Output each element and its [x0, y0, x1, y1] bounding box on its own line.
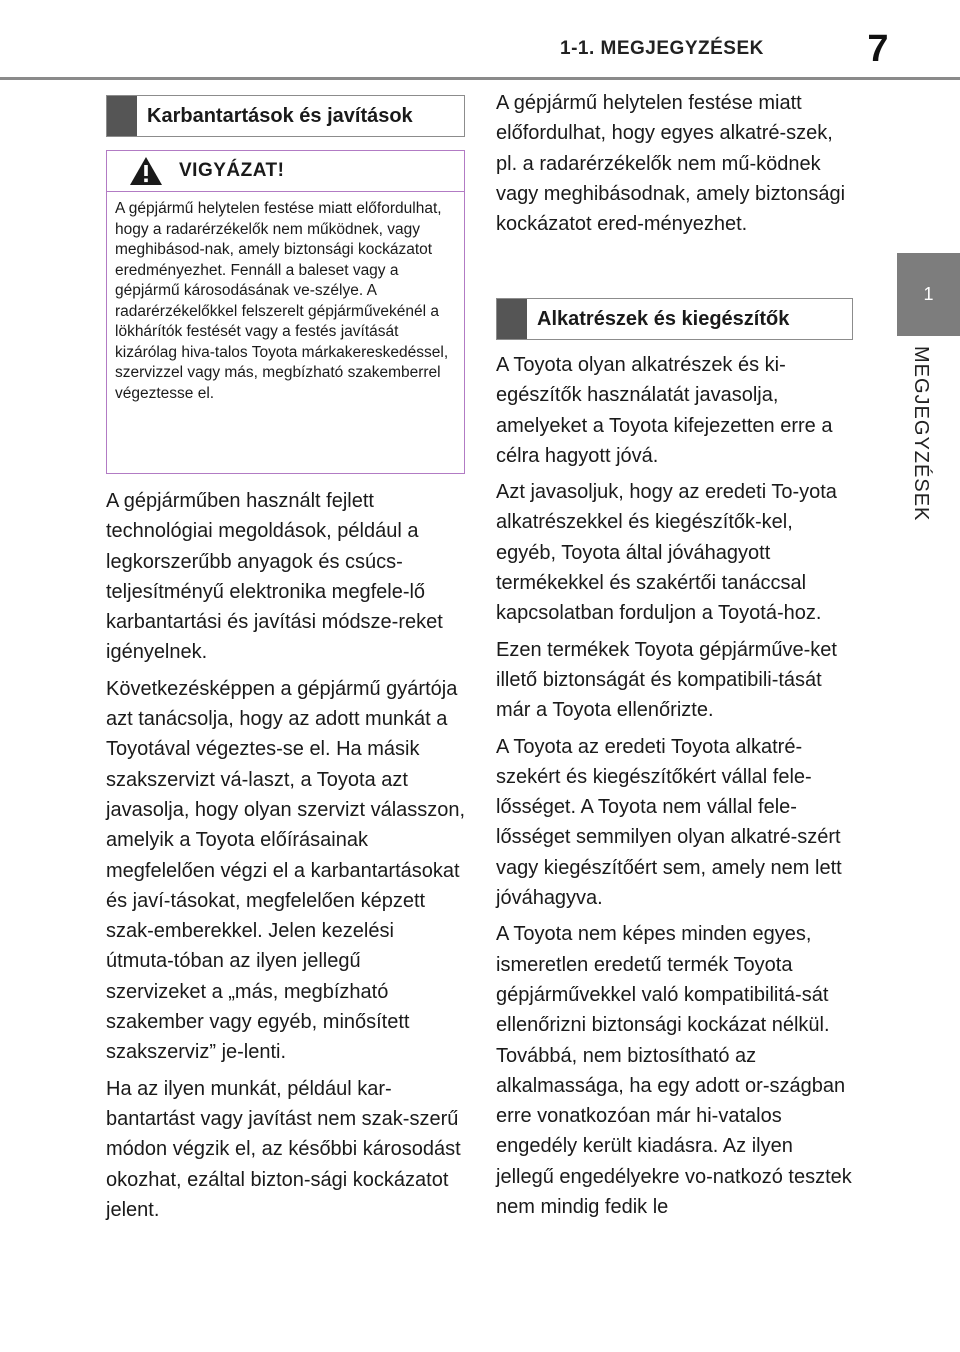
body-paragraph: Ha az ilyen munkát, például kar-bantartást vagy javítást nem szak-szerű módon végzik el, az későbbi károsodást okozhat, ezáltal bizton-sági kockázatot jelent.	[106, 1077, 461, 1221]
warning-header	[107, 151, 464, 192]
body-paragraph: A gépjármű helytelen festése miatt előfordulhat, hogy egyes alkatré-szek, pl. a radarérzékelők nem mű-ködnek vagy meghibásodnak, amely biztonsági kockázatot ered-ményezhet.	[496, 92, 846, 236]
section-header-parts	[496, 298, 853, 340]
chapter-tab	[897, 253, 960, 336]
right-column	[496, 350, 856, 1222]
section-title: Karbantartások és javítások	[147, 104, 413, 127]
warning-text: A gépjármű helytelen festése miatt előfordulhat, hogy a radarérzékelők nem működnek, vagy meghibásod-nak, amely biztonsági kockázatot eredményezhet. Fennáll a baleset vagy a gépjármű károsodásának ve-szélye. A radarérzékelőkkel felszerelt gépjárművekénél a lökhárítók festését vagy a festés javítását kizárólag hiva-talos Toyota márkakereskedéssel, szervizzel vagy más, megbízható szakemberrel végeztesse el.	[115, 200, 449, 402]
body-paragraph: Ezen termékek Toyota gépjárműve-ket illető biztonságát és kompatibili-tását már a Toyota ellenőrizte.	[496, 638, 837, 722]
body-paragraph: A Toyota nem képes minden egyes, ismeretlen eredetű termék Toyota gépjárművekkel való kompatibilitá-sát ellenőrizni biztonsági kockázat nélkül. Továbbá, nem biztosítható az alkalmassága, ha egy adott or-szágban erre vonatkozóan már hi-vatalos engedély került kiadásra. Az ilyen jellegű engedélyekre vo-natkozó tesztek nem mindig fedik le	[496, 923, 852, 1219]
warning-box	[106, 150, 465, 474]
section-title: Alkatrészek és kiegészítők	[537, 307, 790, 330]
warning-triangle-icon	[129, 156, 163, 186]
body-paragraph: Azt javasoljuk, hogy az eredeti To-yota alkatrészekkel és kiegészítők-kel, egyéb, Toyota által jóváhagyott termékekkel és szakértői tanáccsal kapcsolatban forduljon a Toyotá-hoz.	[496, 481, 837, 625]
body-paragraph: A Toyota olyan alkatrészek és ki-egészítők használatát javasolja, amelyeket a Toyota kifejezetten erre a célra hagyott jóvá.	[496, 354, 833, 467]
running-header-title: 1-1. MEGJEGYZÉSEK	[560, 38, 764, 59]
section-header-maintenance	[106, 95, 465, 137]
section-marker	[497, 299, 527, 339]
chapter-side-label: MEGJEGYZÉSEK	[910, 346, 932, 522]
body-paragraph: Következésképpen a gépjármű gyártója azt tanácsolja, hogy az adott munkát a Toyotával végeztes-se el. Ha másik szakszervizt vá-laszt, a Toyota azt javasolja, hogy olyan szervizt válasszon, amelyik a Toyota előírásainak megfelelően végzi el a karbantartásokat és javí-tásokat, megfelelően képzett szak-emberekkel. Jelen kezelési útmuta-tóban az ilyen jellegű szervizeket a „más, megbízható szakember vagy egyéb, minősített szakszerviz” je-lenti.	[106, 677, 466, 1064]
page-number: 7	[867, 28, 889, 70]
header-divider	[0, 77, 960, 80]
right-column-intro	[496, 88, 856, 239]
chapter-number: 1	[923, 284, 934, 304]
body-paragraph: A Toyota az eredeti Toyota alkatré-szekért és kiegészítőkért vállal fele-lősséget. A Toyota nem vállal fele-lősséget semmilyen olyan alkatré-szért vagy kiegészítőért sem, amely nem lett jóváhagyva.	[496, 735, 842, 910]
left-column	[106, 486, 466, 1225]
warning-title: VIGYÁZAT!	[179, 160, 285, 181]
section-marker	[107, 96, 137, 136]
body-paragraph: A gépjárműben használt fejlett technológiai megoldások, például a legkorszerűbb anyagok és csúcs-teljesítményű elektronika megfele-lő karbantartási és javítási módsze-reket igényelnek.	[106, 490, 443, 664]
